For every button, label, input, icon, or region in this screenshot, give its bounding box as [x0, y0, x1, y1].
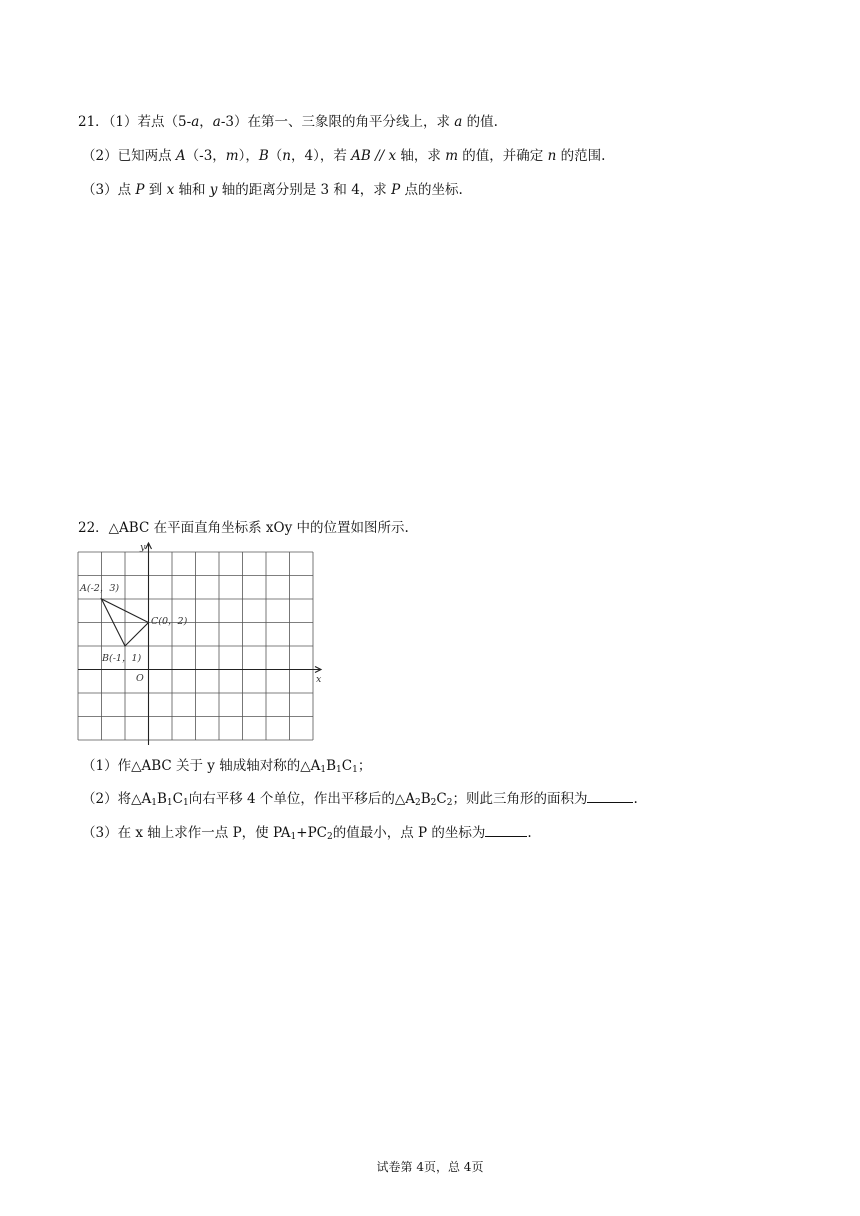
var-m: m	[445, 148, 459, 164]
subscript: 2	[430, 798, 437, 808]
text: C	[172, 791, 183, 807]
subscript: 2	[415, 798, 421, 808]
text: .	[633, 791, 638, 807]
text: （	[268, 148, 283, 164]
text: B	[156, 791, 167, 807]
text: 轴，求	[396, 148, 446, 164]
q21-part2	[82, 146, 605, 166]
text: -3）在第一、三象限的角平分线上，求	[220, 114, 455, 130]
var-y: y	[209, 182, 218, 198]
text: ，4），若	[290, 148, 352, 164]
var-B: B	[258, 148, 269, 164]
label-y: y	[140, 542, 146, 553]
subscript: 1	[151, 798, 157, 808]
text: ，	[199, 114, 213, 130]
text: （3）在 x 轴上求作一点 P，使 PA	[82, 825, 291, 841]
subscript: 2	[327, 832, 333, 842]
var-n: n	[282, 148, 291, 164]
text: B	[326, 758, 337, 774]
text: 轴和	[174, 182, 210, 198]
var-a: a	[212, 114, 221, 130]
parallel-sign: //	[370, 148, 389, 164]
var-P: P	[391, 182, 401, 198]
q21-part3	[82, 180, 463, 200]
text: （3）点	[82, 182, 136, 198]
subscript: 2	[446, 798, 453, 808]
label-origin: O	[136, 673, 144, 684]
label-x: x	[316, 674, 322, 685]
grid-lines	[78, 552, 313, 740]
text: 的值.	[462, 114, 498, 130]
text: （2）已知两点	[82, 148, 176, 164]
q22-part1	[82, 756, 371, 780]
answer-blank-area[interactable]	[587, 788, 633, 803]
var-x: x	[166, 182, 175, 198]
text: （2）将△A	[82, 791, 152, 807]
subscript: 1	[336, 765, 342, 775]
subscript: 1	[166, 798, 173, 808]
var-P: P	[135, 182, 145, 198]
axes	[78, 543, 321, 745]
label-c: C(0，2)	[151, 616, 188, 627]
label-a: A(-2，3)	[80, 583, 120, 594]
var-A: A	[175, 148, 186, 164]
text: 点的坐标.	[400, 182, 463, 198]
coordinate-grid-figure	[74, 540, 326, 750]
subscript: 1	[182, 798, 189, 808]
var-x: x	[388, 148, 397, 164]
subscript: 1	[290, 832, 297, 842]
var-a: a	[191, 114, 200, 130]
text: C	[436, 791, 447, 807]
text: ；	[357, 758, 372, 774]
q22-intro: 22．△ABC 在平面直角坐标系 xOy 中的位置如图所示.	[78, 520, 409, 536]
text: 的值最小，点 P 的坐标为	[332, 825, 486, 841]
var-AB: AB	[351, 148, 371, 164]
text: 向右平移 4 个单位，作出平移后的△A	[188, 791, 416, 807]
q22-part2	[82, 788, 638, 813]
text: B	[420, 791, 431, 807]
text: +PC	[296, 825, 328, 841]
label-b: B(-1，1)	[102, 653, 142, 664]
question-number: 21．	[78, 114, 109, 130]
page-footer: 试卷第 4页，总 4页	[376, 1160, 484, 1174]
q22-part3	[82, 822, 532, 847]
text: （1）作△ABC 关于 y 轴成轴对称的△A	[82, 758, 321, 774]
subscript: 1	[320, 765, 327, 775]
text: （-3，	[185, 148, 226, 164]
text: C	[341, 758, 353, 774]
text: 轴的距离分别是 3 和 4，求	[217, 182, 392, 198]
text: 的值，并确定	[458, 148, 548, 164]
text: 的范围.	[556, 148, 606, 164]
var-a: a	[454, 114, 463, 130]
q21-part1	[78, 112, 498, 132]
text: （1）若点（5-	[108, 114, 192, 130]
text: 到	[144, 182, 167, 198]
text: .	[527, 825, 532, 841]
var-m: m	[225, 148, 239, 164]
text: ），	[238, 148, 259, 164]
text: ；则此三角形的面积为	[452, 791, 588, 807]
answer-blank-point[interactable]	[485, 822, 527, 837]
var-n: n	[547, 148, 557, 164]
subscript: 1	[352, 765, 358, 775]
